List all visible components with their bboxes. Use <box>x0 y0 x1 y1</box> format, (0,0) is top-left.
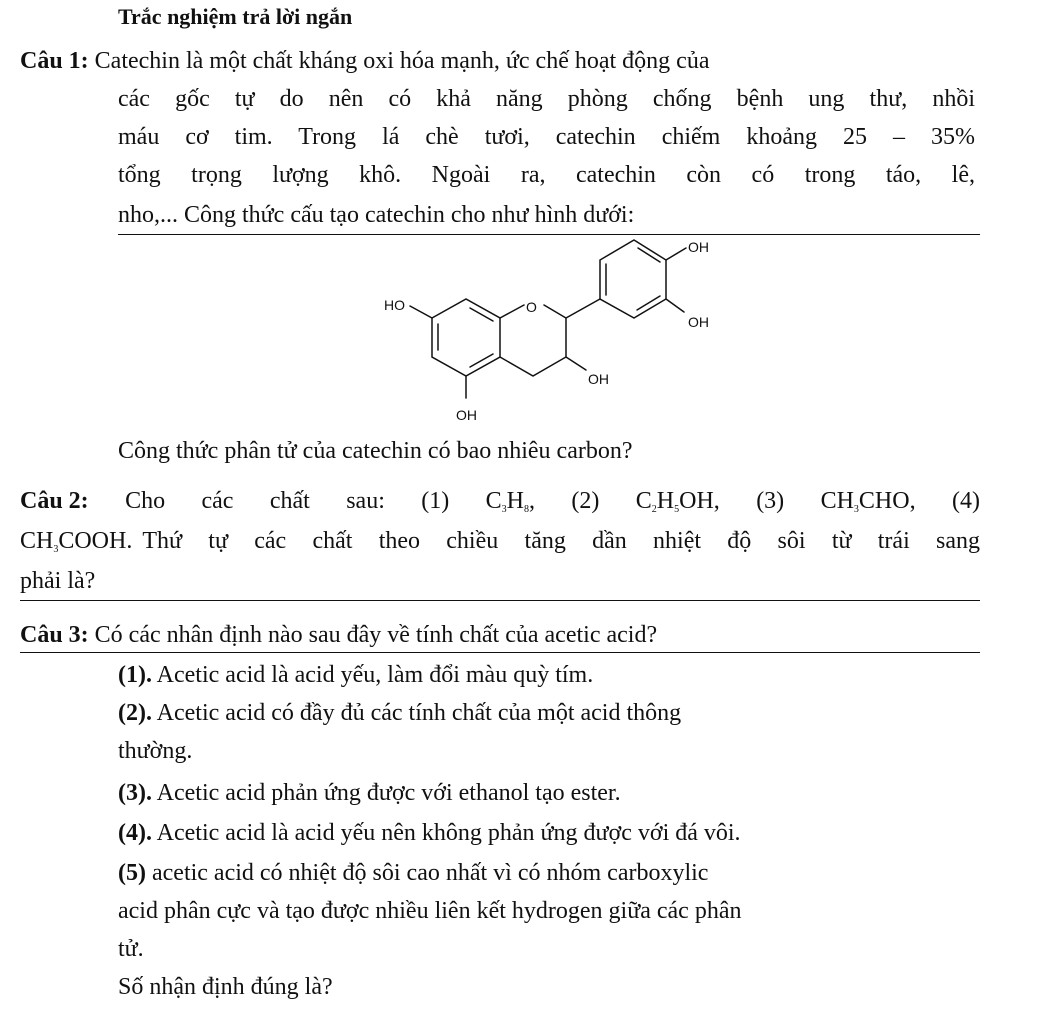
question-1-line-3: máu cơ tim. Trong lá chè tươi, catechin chiếm khoảng 25 – 35% <box>118 124 975 150</box>
statement-5: (5) acetic acid có nhiệt độ sôi cao nhất vì có nhóm carboxylic <box>118 860 709 886</box>
ring-oxygen-label: O <box>526 299 537 315</box>
question-2-label: Câu 2: <box>20 488 89 514</box>
question-1-line-2: các gốc tự do nên có khả năng phòng chống bệnh ung thư, nhồi <box>118 86 975 112</box>
formula-3: $CH_3CHO$, <box>820 488 916 515</box>
divider <box>20 600 980 601</box>
formula-1: $C_3H_8$, <box>485 488 535 515</box>
statement-1: (1). Acetic acid là acid yếu, làm đổi màu quỳ tím. <box>118 662 594 688</box>
question-2-line-3: phải là? <box>20 568 96 594</box>
formula-2: $C_2H_5OH$, <box>635 488 720 515</box>
ho-label: HO <box>384 297 405 313</box>
question-2-line-1: Câu 2: Cho các chất sau: (1) $C_3H_8$, (2) $C_2H_5OH$, (3) $CH_3CHO$, (4) <box>20 488 980 515</box>
oh-ring-c-label: OH <box>588 371 609 387</box>
oh-bottom-label: OH <box>456 407 477 423</box>
question-1-line-4: tổng trọng lượng khô. Ngoài ra, catechin còn có trong táo, lê, <box>118 162 975 188</box>
question-3-prompt: Số nhận định đúng là? <box>118 974 333 1000</box>
statement-4: (4). Acetic acid là acid yếu nên không phản ứng được với đá vôi. <box>118 820 741 846</box>
divider <box>20 652 980 653</box>
question-2-line-2: $CH_3COOH$. Thứ tự các chất theo chiều tăng dần nhiệt độ sôi từ trái sang <box>20 528 980 555</box>
statement-2: (2). Acetic acid có đầy đủ các tính chất của một acid thông <box>118 700 682 726</box>
question-1-label: Câu 1: <box>20 48 89 74</box>
question-1-line-5: nho,... Công thức cấu tạo catechin cho như hình dưới: <box>118 202 635 228</box>
statement-3: (3). Acetic acid phản ứng được với ethanol tạo ester. <box>118 780 621 806</box>
statement-2-cont: thường. <box>118 738 193 764</box>
question-3-label: Câu 3: <box>20 622 89 648</box>
question-1-prompt: Công thức phân tử của catechin có bao nhiêu carbon? <box>118 438 633 464</box>
question-1-line-1: Câu 1: Catechin là một chất kháng oxi hóa mạnh, ức chế hoạt động của <box>20 48 710 74</box>
catechin-structure <box>360 232 740 432</box>
oh-top-label: OH <box>688 239 709 255</box>
question-3-title: Câu 3: Có các nhân định nào sau đây về tính chất của acetic acid? <box>20 622 658 648</box>
oh-right-label: OH <box>688 314 709 330</box>
section-title: Trắc nghiệm trả lời ngắn <box>118 4 353 29</box>
formula-4: $CH_3COOH$. <box>20 528 133 555</box>
statement-5-cont-1: acid phân cực và tạo được nhiều liên kết hydrogen giữa các phân <box>118 898 742 924</box>
statement-5-cont-2: tử. <box>118 936 144 962</box>
